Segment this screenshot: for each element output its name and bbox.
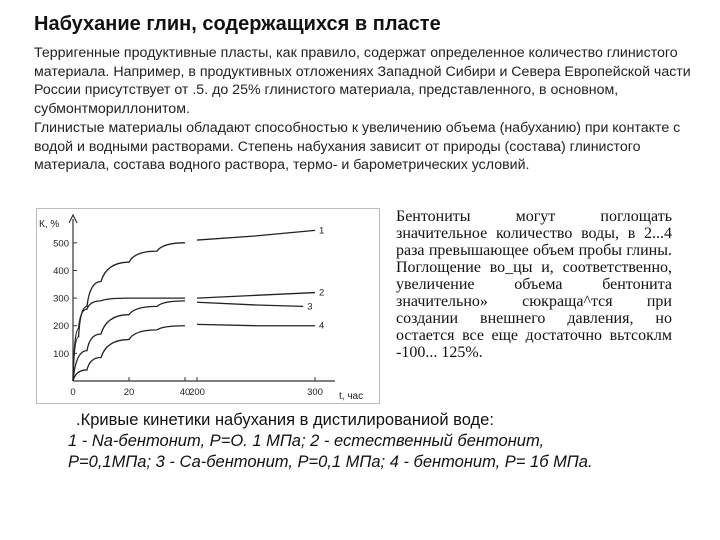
curve-label-2: 2	[319, 287, 325, 299]
curve-3	[73, 298, 303, 381]
curve-4	[73, 324, 315, 381]
paragraph-clay-content: Терригенные продуктивные пласты, как правило, содержат определенное количество глинистого материала. Например, в продуктивных отложениях Западной Сибири и Севера Европейской части России присутствует от .5. до 25% глинистого материала, представленного, в основном, субмонтмориллонитом.	[34, 45, 691, 118]
x-tick-label: 0	[70, 387, 76, 398]
y-axis-label: К, %	[39, 219, 60, 230]
x-tick-label: 40	[179, 387, 191, 398]
bentonite-description: Бентониты могут поглощать значительное количество воды, в 2...4 раза превышающее объем пробы глины. Поглощение во_цы и, соответственно, увеличение объема бентонита значительно» сюкраща^тся при создании внешнего давления, но остается все еще достаточно вьтсоклм -100... 125%.	[396, 208, 672, 361]
paragraph-swelling: Глинистые материалы обладают способностью к увеличению объема (набуханию) при контакте с водой и водными растворами. Степень набухания зависит от природы (состава) глинистого материала, состава водного раствора, термо- и барометрических условий.	[34, 119, 681, 174]
curve-label-4: 4	[319, 320, 325, 332]
y-tick-label: 300	[53, 293, 69, 305]
slide-title: Набухание глин, содержащихся в пласте	[34, 13, 441, 35]
y-tick-label: 400	[53, 265, 69, 277]
x-tick-label: 20	[123, 387, 135, 398]
x-tick-label: 300	[307, 387, 323, 398]
caption-line-3: Р=0,1МПа; 3 - Са-бентонит, Р=0,1 МПа; 4 - бентонит, Р= 1б МПа.	[68, 453, 593, 471]
x-axis-label: t, час	[339, 391, 364, 402]
swelling-kinetics-chart	[36, 208, 380, 404]
caption-line-1: .Кривые кинетики набухания в дистилированиой воде:	[76, 411, 494, 429]
chart-canvas	[37, 209, 381, 405]
intro-text	[34, 44, 694, 175]
y-tick-label: 200	[53, 321, 69, 333]
y-tick-label: 100	[53, 348, 69, 360]
x-tick-label: 200	[189, 387, 205, 398]
figure-caption	[68, 410, 692, 473]
y-tick-label: 500	[53, 238, 69, 250]
caption-line-2: 1 - Na-бентонит, Р=О. 1 МПа; 2 - естественный бентонит,	[68, 432, 545, 450]
curve-label-3: 3	[307, 301, 313, 313]
curve-label-1: 1	[319, 225, 325, 237]
